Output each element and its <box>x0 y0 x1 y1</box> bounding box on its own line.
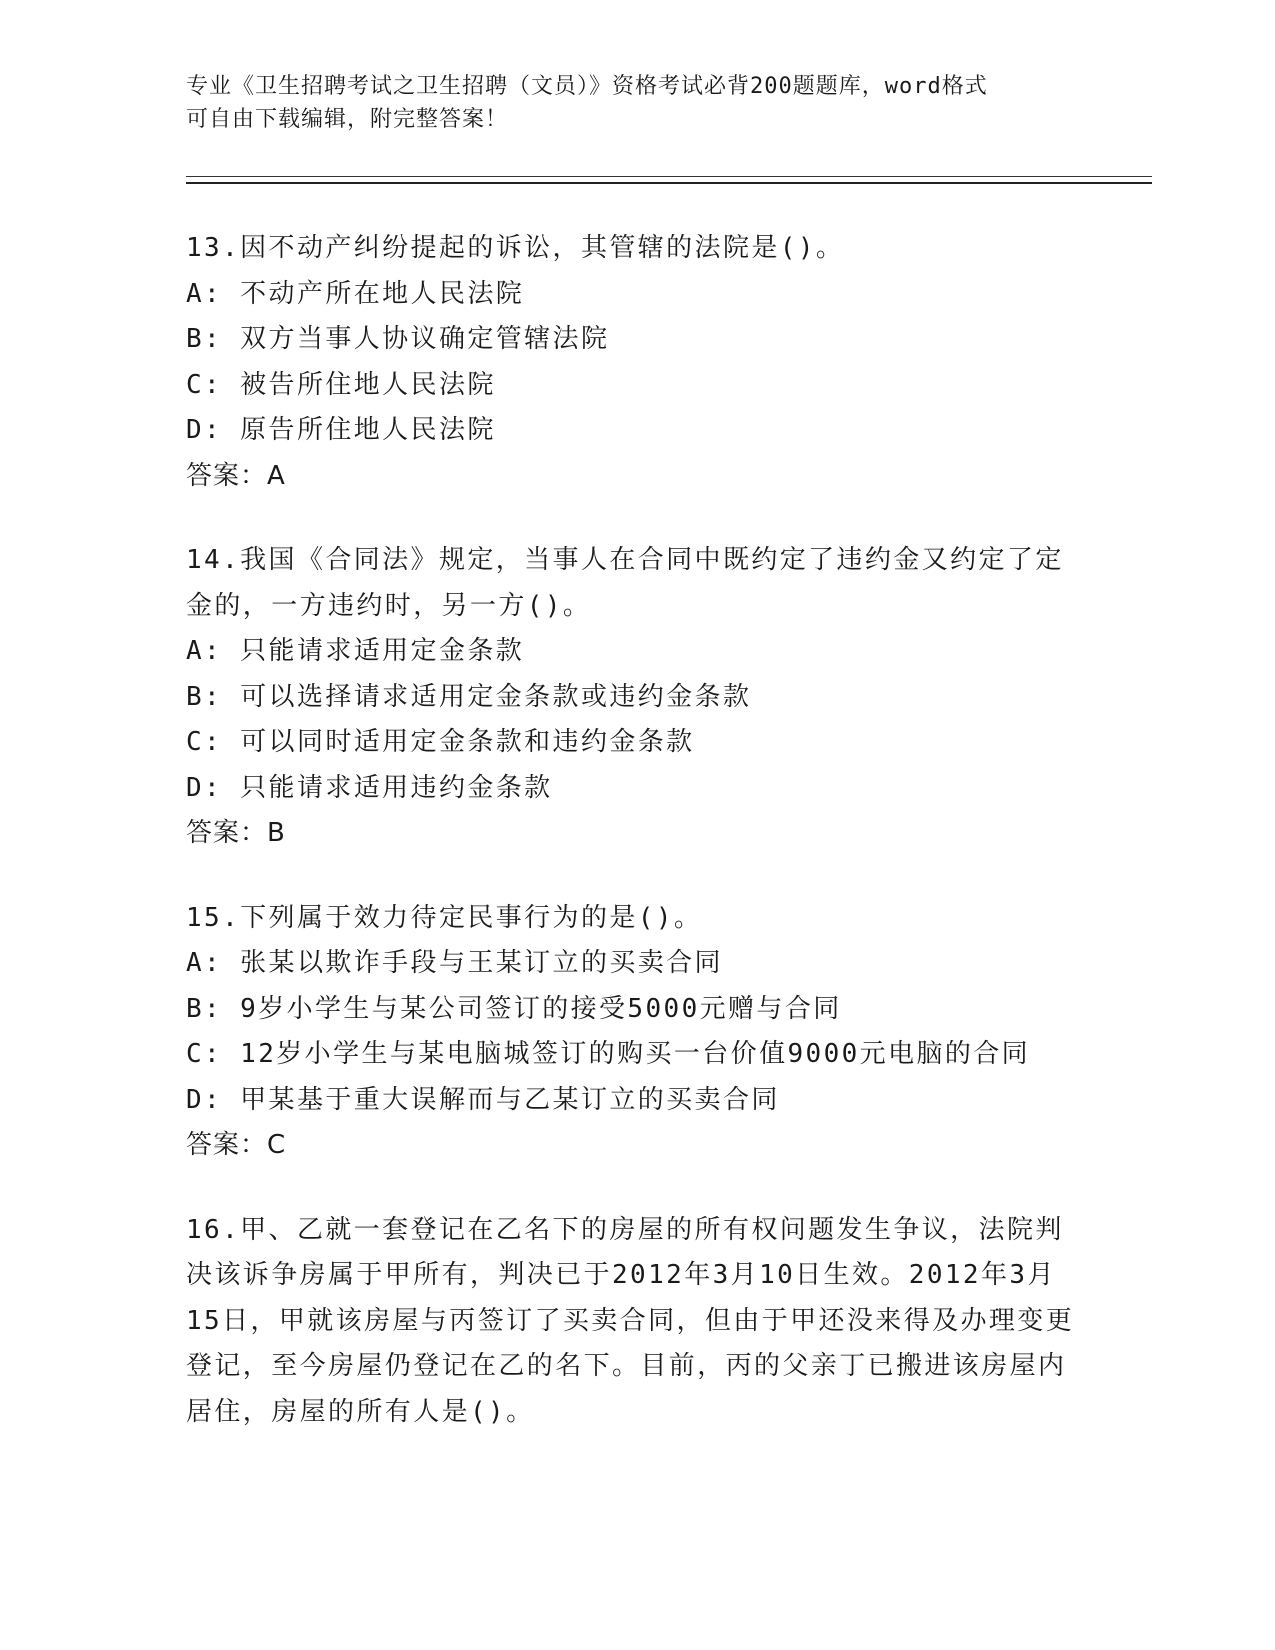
question-stem: 14.我国《合同法》规定，当事人在合同中既约定了违约金又约定了定金的，一方违约时，另一方()。 <box>186 545 1064 621</box>
option-c: C: 可以同时适用定金条款和违约金条款 <box>186 727 695 757</box>
option-d: D: 甲某基于重大误解而与乙某订立的买卖合同 <box>186 1084 780 1115</box>
option-b: B: 9岁小学生与某公司签订的接受5000元赠与合同 <box>186 993 842 1024</box>
option-a: A: 只能请求适用定金条款 <box>186 636 525 666</box>
question-stem: 13.因不动产纠纷提起的诉讼，其管辖的法院是()。 <box>186 233 845 263</box>
header-divider-thick <box>186 182 1152 184</box>
option-b: B: 可以选择请求适用定金条款或违约金条款 <box>186 681 752 712</box>
question-stem: 15.下列属于效力待定民事行为的是()。 <box>186 902 703 933</box>
question-15 <box>186 896 1086 1169</box>
question-list <box>186 226 1086 1474</box>
answer: 答案：C <box>186 1130 287 1160</box>
question-16 <box>186 1208 1086 1436</box>
option-c: C: 12岁小学生与某电脑城签订的购买一台价值9000元电脑的合同 <box>186 1039 1031 1069</box>
option-a: A: 不动产所在地人民法院 <box>186 278 525 309</box>
header-line-2: 可自由下载编辑，附完整答案！ <box>186 107 509 132</box>
option-d: D: 只能请求适用违约金条款 <box>186 772 553 803</box>
document-header <box>186 70 1066 136</box>
option-a: A: 张某以欺诈手段与王某订立的买卖合同 <box>186 948 723 978</box>
header-divider-thin <box>186 176 1152 177</box>
question-14 <box>186 538 1086 857</box>
answer: 答案：B <box>186 818 286 848</box>
option-b: B: 双方当事人协议确定管辖法院 <box>186 324 610 354</box>
question-13 <box>186 226 1086 499</box>
option-d: D: 原告所住地人民法院 <box>186 415 496 445</box>
header-line-1: 专业《卫生招聘考试之卫生招聘（文员）》资格考试必背200题题库，word格式 <box>186 74 988 99</box>
question-stem: 16.甲、乙就一套登记在乙名下的房屋的所有权问题发生争议，法院判决该诉争房属于甲所有，判决已于2012年3月10日生效。2012年3月15日，甲就该房屋与丙签订了买卖合同，但由于甲还没来得及办理变更登记，至今房屋仍登记在乙的名下。目前，丙的父亲丁已搬进该房屋内居住，房屋的所有人是()。 <box>186 1214 1075 1427</box>
option-c: C: 被告所住地人民法院 <box>186 369 496 400</box>
answer: 答案：A <box>186 460 286 491</box>
